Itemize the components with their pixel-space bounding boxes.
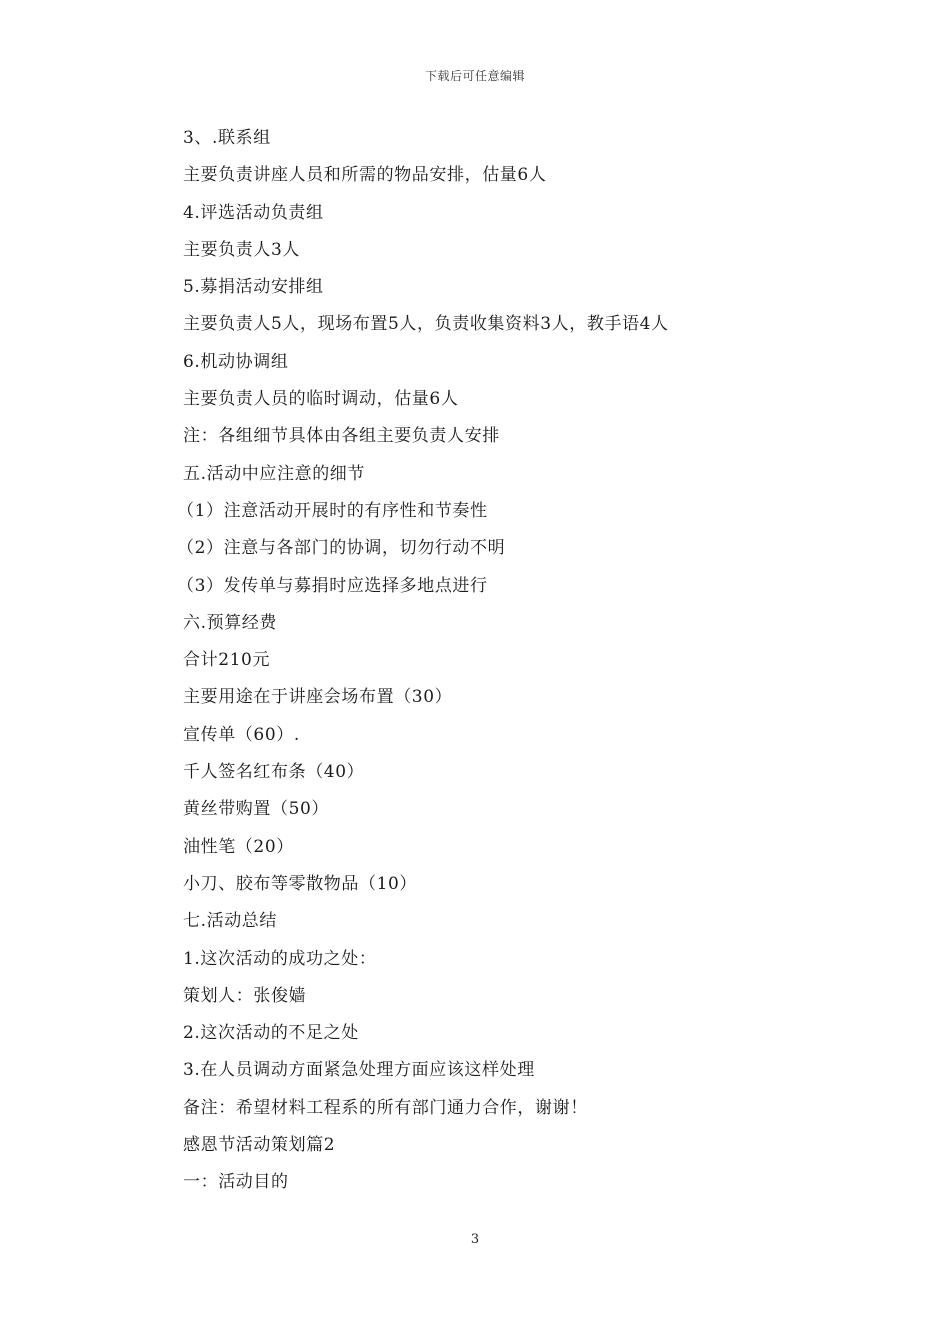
text-line: 4.评选活动负责组 — [183, 202, 324, 223]
section-heading: 五.活动中应注意的细节 — [183, 463, 366, 484]
text-line: 3.在人员调动方面紧急处理方面应该这样处理 — [183, 1060, 535, 1081]
section-heading: 七.活动总结 — [183, 911, 278, 932]
text-line: 主要负责人5人，现场布置5人，负责收集资料3人，教手语4人 — [183, 314, 669, 335]
text-line: 油性笔（20） — [183, 836, 294, 857]
text-line: 主要用途在于讲座会场布置（30） — [183, 687, 453, 708]
text-line: 主要负责人3人 — [183, 239, 301, 260]
text-line: 千人签名红布条（40） — [183, 762, 365, 783]
list-item: （1）注意活动开展时的有序性和节奏性 — [177, 500, 488, 521]
text-line: 小刀、胶布等零散物品（10） — [183, 873, 418, 894]
text-line: 黄丝带购置（50） — [183, 799, 330, 820]
text-line: 主要负责讲座人员和所需的物品安排，估量6人 — [183, 165, 547, 186]
list-item: （2）注意与各部门的协调，切勿行动不明 — [177, 538, 506, 559]
text-line: 策划人：张俊嫱 — [183, 985, 307, 1006]
list-item: （3）发传单与募捐时应选择多地点进行 — [177, 575, 488, 596]
text-line: 5.募捐活动安排组 — [183, 277, 324, 298]
page-number: 3 — [470, 1232, 480, 1247]
text-line: 宣传单（60）. — [183, 724, 300, 745]
document-body — [177, 124, 783, 1206]
section-heading: 感恩节活动策划篇2 — [183, 1135, 336, 1156]
page-header: 下载后可任意编辑 — [424, 69, 525, 83]
text-line: 注：各组细节具体由各组主要负责人安排 — [183, 426, 500, 447]
text-line: 6.机动协调组 — [183, 351, 289, 372]
text-line: 合计210元 — [183, 650, 271, 671]
section-heading: 六.预算经费 — [183, 612, 278, 633]
text-line: 备注：希望材料工程系的所有部门通力合作，谢谢！ — [183, 1097, 588, 1118]
text-line: 3、.联系组 — [183, 128, 271, 148]
text-line: 主要负责人员的临时调动，估量6人 — [183, 389, 459, 410]
text-line: 2.这次活动的不足之处 — [183, 1023, 359, 1044]
text-line: 一：活动目的 — [183, 1172, 289, 1193]
text-line: 1.这次活动的成功之处： — [183, 948, 377, 969]
